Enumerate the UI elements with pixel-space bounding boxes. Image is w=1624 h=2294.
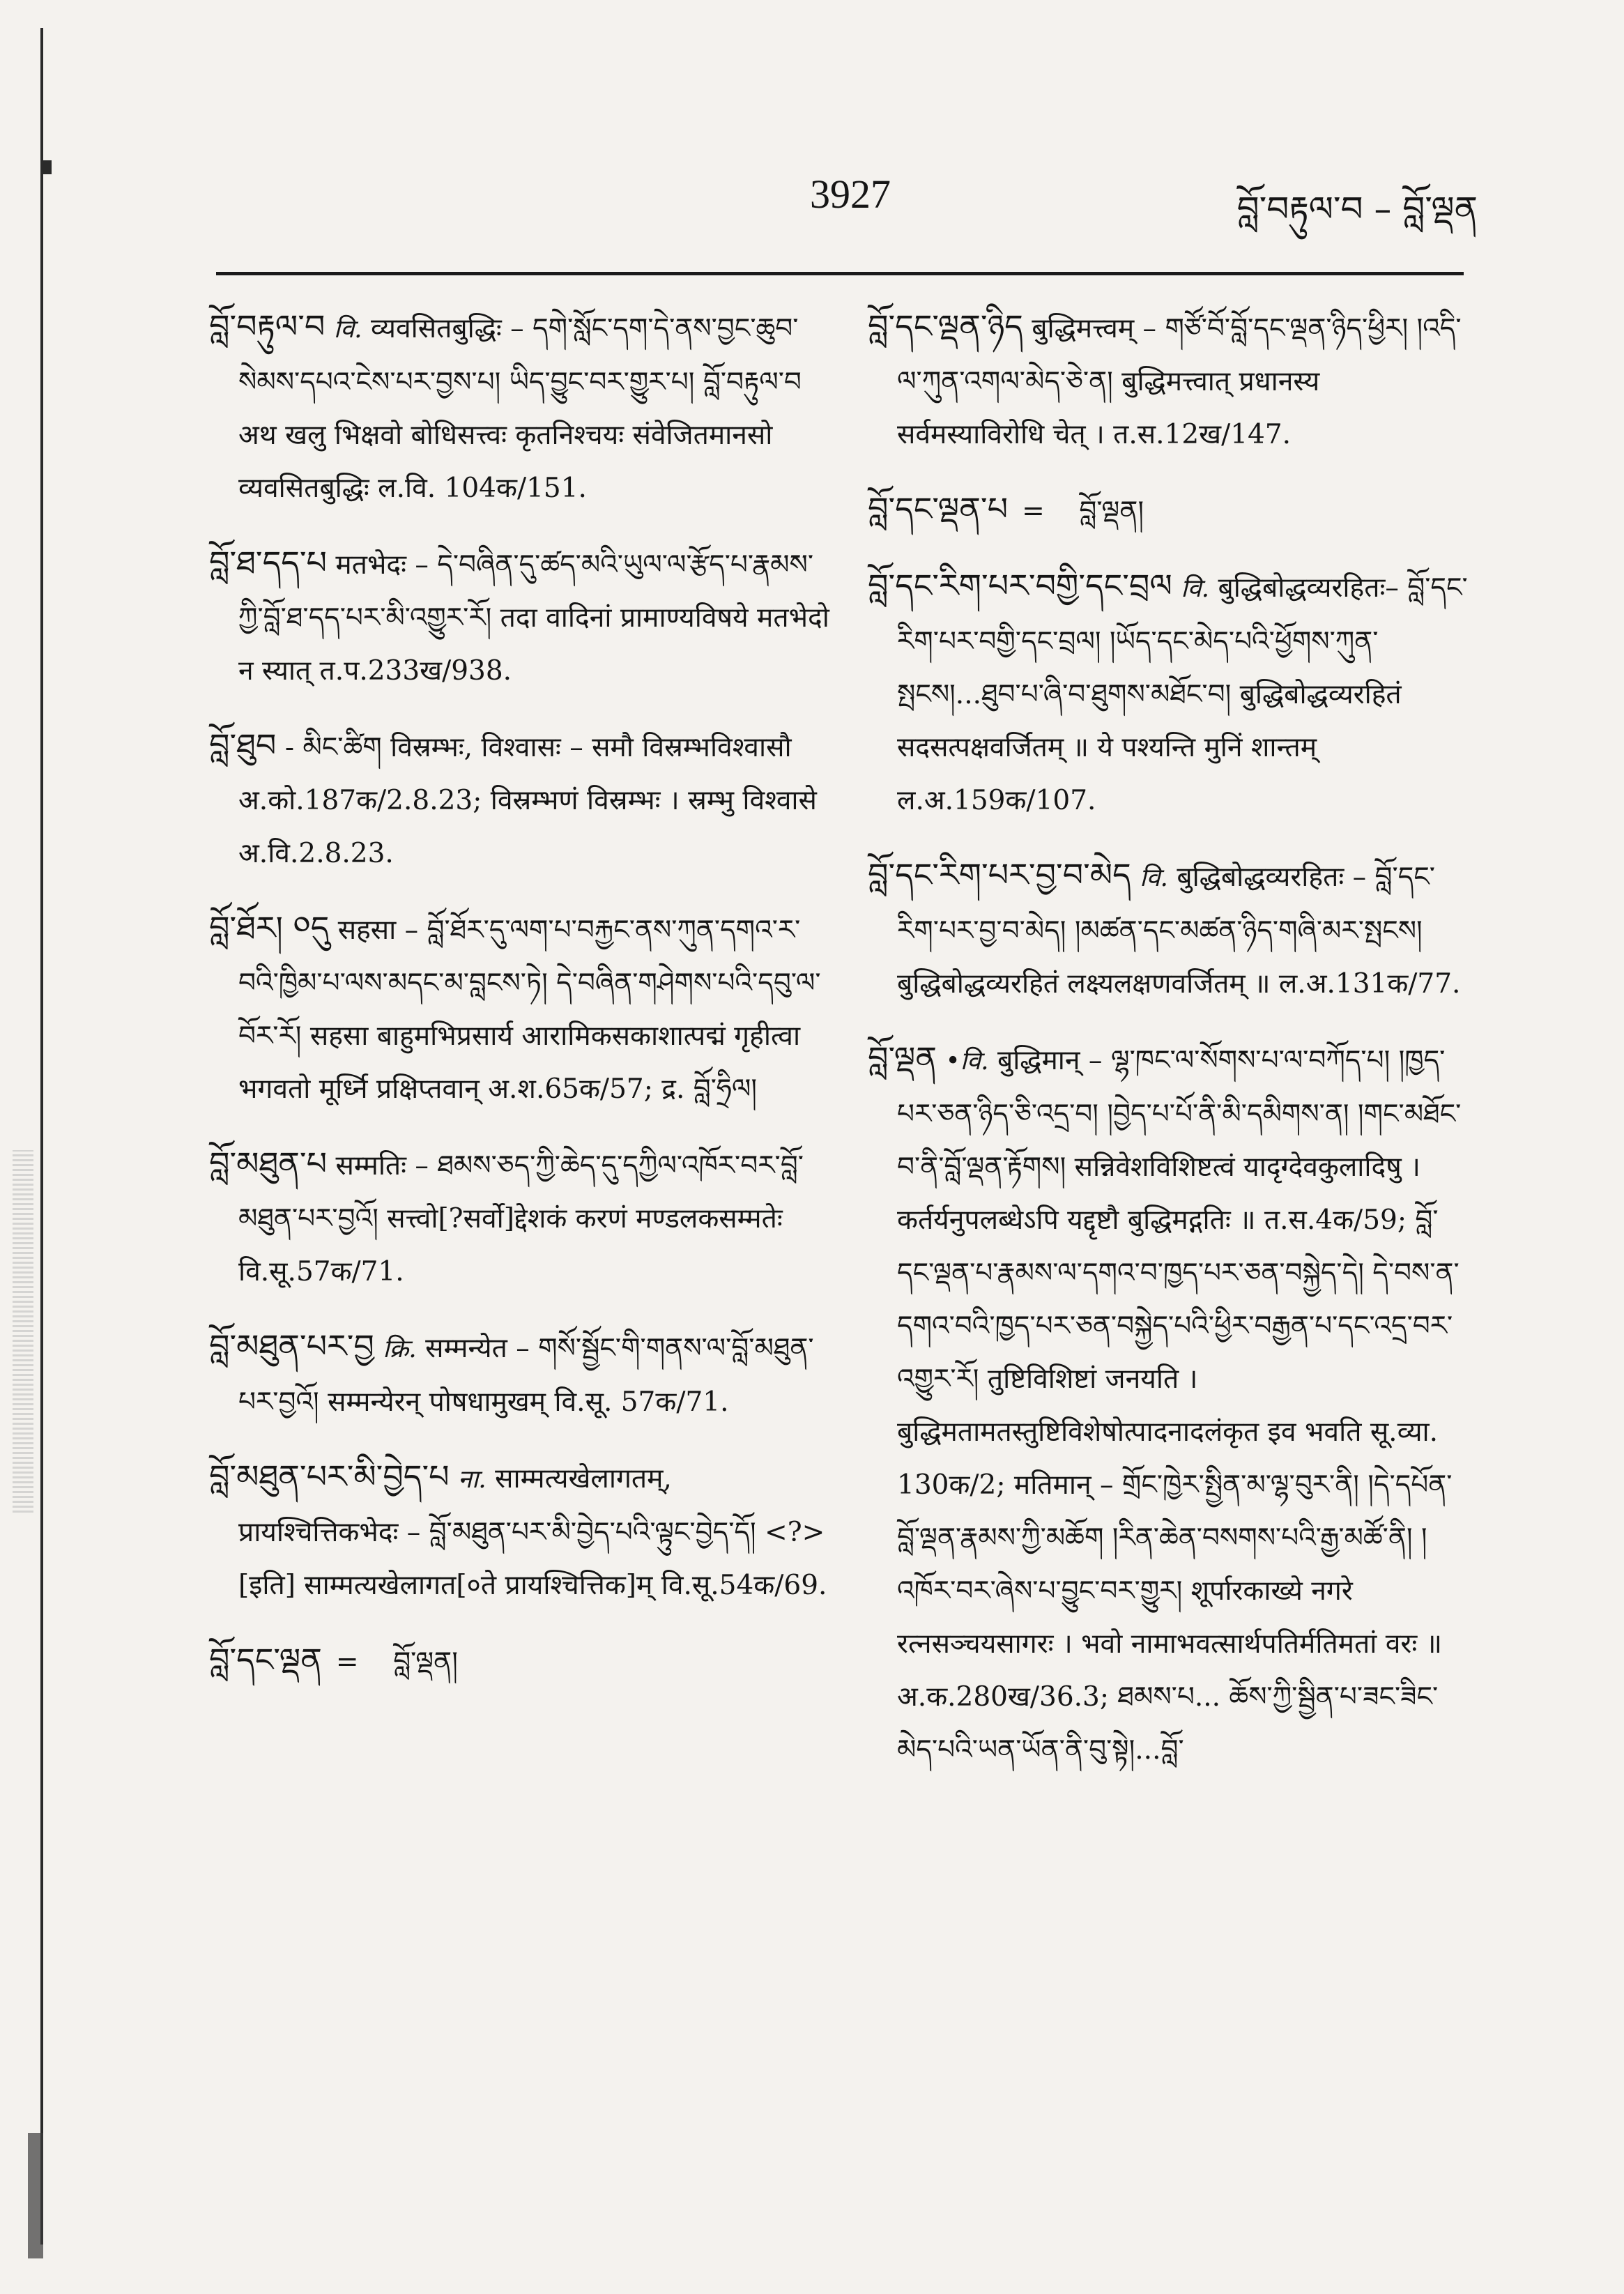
- dictionary-entry: [868, 848, 1474, 1011]
- dictionary-entry: [868, 1032, 1474, 1777]
- grammar-label: वि.: [1181, 574, 1210, 603]
- binding-edge: [40, 28, 43, 2245]
- running-head: བློ་བརྟུལ་བ – བློ་ལྡན: [1236, 189, 1478, 229]
- dictionary-entry: [868, 482, 1474, 538]
- entry-headword: བློ་དང་རིག་པར་བགྱི་དང་བྲལ: [868, 567, 1172, 604]
- entry-definition: - མིང་ཚིག विस्रम्भः, विश्वासः – समौ विस्रम्भविश्वासौ अ.को.187क/2.8.23; विस्रम्भणं विस्रम्भः । स्रम्भु विश्वासे अ.वि.2.8.23.: [238, 732, 817, 869]
- entry-headword: བློ་མཐུན་པ: [209, 1145, 328, 1182]
- dictionary-entry: [209, 1633, 836, 1689]
- entry-definition: व्यवसितबुद्धिः – དགེ་སློང་དག་དེ་ནས་བྱང་ཆུབ་སེམས་དཔའ་ངེས་པར་བྱས་པ། ཡིད་བྱུང་བར་གྱུར་པ། བློ་བརྟུལ་བ अथ खलु भिक्षवो बोधिसत्त्वः कृतनिश्चयः संवेजितमानसो व्यवसितबुद्धिः ल.वि. 104क/151.: [238, 313, 802, 504]
- entry-definition: बुद्धिबोद्धव्यरहितः – བློ་དང་རིག་པར་བྱ་བ་མེད། །མཚན་དང་མཚན་ཉིད་གཞི་མར་སྤངས། बुद्धिबोद्धव्यरहितं लक्ष्यलक्षणवर्जितम् ॥ ल.अ.131क/77.: [897, 862, 1461, 1000]
- entry-headword: བློ་མཐུན་པར་བྱ: [209, 1327, 374, 1365]
- header-rule: [216, 272, 1464, 275]
- entry-definition: सम्मन्येत – གསོ་སྦྱོང་གི་གནས་ལ་བློ་མཐུན་པར་བྱའོ། सम्मन्येरन् पोषधामुखम् वि.सू. 57क/71.: [238, 1333, 814, 1418]
- entry-headword: བློ་ཐུབ: [209, 726, 277, 764]
- cross-reference-sign: =: [987, 496, 1080, 527]
- dictionary-entry: [209, 901, 836, 1116]
- entry-headword: བློ་བརྟུལ་བ: [209, 307, 325, 345]
- grammar-label: वि.: [333, 315, 362, 344]
- entry-headword: བློ་ཐ་དད་པ: [209, 544, 328, 581]
- page-number: 3927: [810, 171, 891, 217]
- entry-definition: བློ་ལྡན།: [393, 1646, 458, 1678]
- entry-definition: साम्मत्यखेलागतम्, प्रायश्चित्तिकभेदः – བློ་མཐུན་པར་མི་བྱེད་པའི་ལྟུང་བྱེད་དོ། <?> [इति] साम्मत्यखेलागत[०ते प्रायश्चित्तिक]म् वि.सू.54क/69.: [238, 1463, 827, 1601]
- entry-definition: बुद्धिमान् – ལྷ་ཁང་ལ་སོགས་པ་ལ་བཀོད་པ། །ཁྱད་པར་ཅན་ཉིད་ཅི་འདྲ་བ། །བྱེད་པ་པོ་ནི་མི་དམིགས་ན། །གང་མཐོང་བ་ནི་བློ་ལྡན་རྟོགས། सन्निवेशविशिष्टत्वं यादृग्देवकुलादिषु । कर्तर्यनुपलब्धेऽपि यद्दृष्टौ बुद्धिमद्गतिः ॥ त.स.4क/59; བློ་དང་ལྡན་པ་རྣམས་ལ་དགའ་བ་ཁྱད་པར་ཅན་བསྐྱེད་དེ། དེ་བས་ན་དགའ་བའི་ཁྱད་པར་ཅན་བསྐྱེད་པའི་ཕྱིར་བརྒྱན་པ་དང་འདྲ་བར་འགྱུར་རོ། तुष्टिविशिष्टां जनयति । बुद्धिमतामतस्तुष्टिविशेषोत्पादनादलंकृत इव भवति सू.व्या. 130क/2; मतिमान् – གྲོང་ཁྱེར་སྤྱིན་མ་ལྷ་བུར་ནི། །དེ་དཔོན་བློ་ལྡན་རྣམས་ཀྱི་མཆོག །རིན་ཆེན་བསགས་པའི་རྒྱ་མཚོ་ནི། །འཁོར་བར་ཞེས་པ་བྱུང་བར་གྱུར། शूर्पारकाख्ये नगरे रत्नसञ्चयसागरः । भवो नामाभवत्सार्थपतिर्मतिमतां वरः ॥ अ.क.280ख/36.3; ཐམས་པ... ཆོས་ཀྱི་སྦྱིན་པ་ཟང་ཟིང་མེད་པའི་ཡན་ཡོན་ནི་བུ་སྟེ།...བློ་: [897, 1045, 1462, 1766]
- binding-shadow: [28, 2133, 43, 2258]
- grammar-label: •वि.: [945, 1047, 989, 1076]
- entry-definition: मतभेदः – དེ་བཞིན་དུ་ཚད་མའི་ཡུལ་ལ་རྩོད་པ་རྣམས་ཀྱི་བློ་ཐ་དད་པར་མི་འགྱུར་རོ། तदा वादिनां प्रामाण्यविषये मतभेदो न स्यात् त.प.233ख/938.: [238, 549, 829, 687]
- grammar-label: वि.: [1140, 864, 1168, 892]
- left-column: [209, 300, 836, 1710]
- dictionary-entry: [209, 719, 836, 880]
- dictionary-entry: [868, 559, 1474, 827]
- entry-headword: བློ་དང་རིག་པར་བྱ་བ་མེད: [868, 856, 1131, 894]
- entry-headword: བློ་མཐུན་པར་མི་བྱེད་པ: [209, 1458, 450, 1495]
- grammar-label: क्रि.: [383, 1335, 417, 1363]
- entry-headword: བློ་དང་ལྡན་པ: [868, 490, 1009, 528]
- scan-noise: [13, 1150, 33, 1513]
- right-column: [868, 300, 1474, 1798]
- dictionary-entry: [209, 1320, 836, 1429]
- dictionary-entry: [209, 300, 836, 515]
- dictionary-entry: [209, 1137, 836, 1299]
- entry-definition: सहसा – བློ་ཐོར་དུ་ལག་པ་བརྐྱང་ནས་ཀུན་དགའ་ར་བའི་ཁྱིམ་པ་ལས་མདང་མ་བླངས་ཏེ། དེ་བཞིན་གཤེགས་པའི་དབུ་ལ་བོར་རོ། सहसा बाहुमभिप्रसार्य आरामिकसकाशात्पद्मं गृहीत्वा भगवतो मूर्ध्नि प्रक्षिप्तवान् अ.श.65क/57; द्र. བློ་ཧྲིལ།: [238, 915, 821, 1105]
- entry-definition: बुद्धिमत्त्वम् – གཙོ་བོ་བློ་དང་ལྡན་ཉིད་ཕྱིར། །འདི་ལ་ཀུན་འགལ་མེད་ཅེ་ན། बुद्धिमत्त्वात् प्रधानस्य सर्वमस्याविरोधि चेत् । त.स.12ख/147.: [897, 313, 1462, 450]
- entry-definition: བློ་ལྡན།: [1079, 496, 1144, 527]
- entry-headword: བློ་ཐོར། ༠དུ: [209, 909, 330, 947]
- dictionary-entry: [209, 536, 836, 698]
- entry-headword: བློ་དང་ལྡན་ཉིད: [868, 307, 1023, 345]
- dictionary-entry: [868, 300, 1474, 461]
- cross-reference-sign: =: [301, 1646, 394, 1678]
- entry-headword: བློ་དང་ལྡན: [209, 1641, 322, 1679]
- entry-definition: बुद्धिबोद्धव्यरहितः– བློ་དང་རིག་པར་བགྱི་དང་བྲལ། །ཡོད་དང་མེད་པའི་ཕྱོགས་ཀུན་སྤངས།...ཐུབ་པ་ཞི་བ་ཐུགས་མཐོང་བ། बुद्धिबोद्धव्यरहितं सदसत्पक्षवर्जितम् ॥ ये पश्यन्ति मुनिं शान्तम् ल.अ.159क/107.: [897, 572, 1468, 816]
- entry-headword: བློ་ལྡན: [868, 1039, 937, 1077]
- entry-definition: सम्मतिः – ཐམས་ཅད་ཀྱི་ཆེད་དུ་དཀྱིལ་འཁོར་བར་བློ་མཐུན་པར་བྱའོ། सत्त्वो[?सर्वो]द्देशकं करणं मण्डलकसम्मतेः वि.सू.57क/71.: [238, 1150, 804, 1287]
- binding-mark: [43, 160, 52, 174]
- grammar-label: ना.: [458, 1465, 487, 1494]
- dictionary-entry: [209, 1450, 836, 1612]
